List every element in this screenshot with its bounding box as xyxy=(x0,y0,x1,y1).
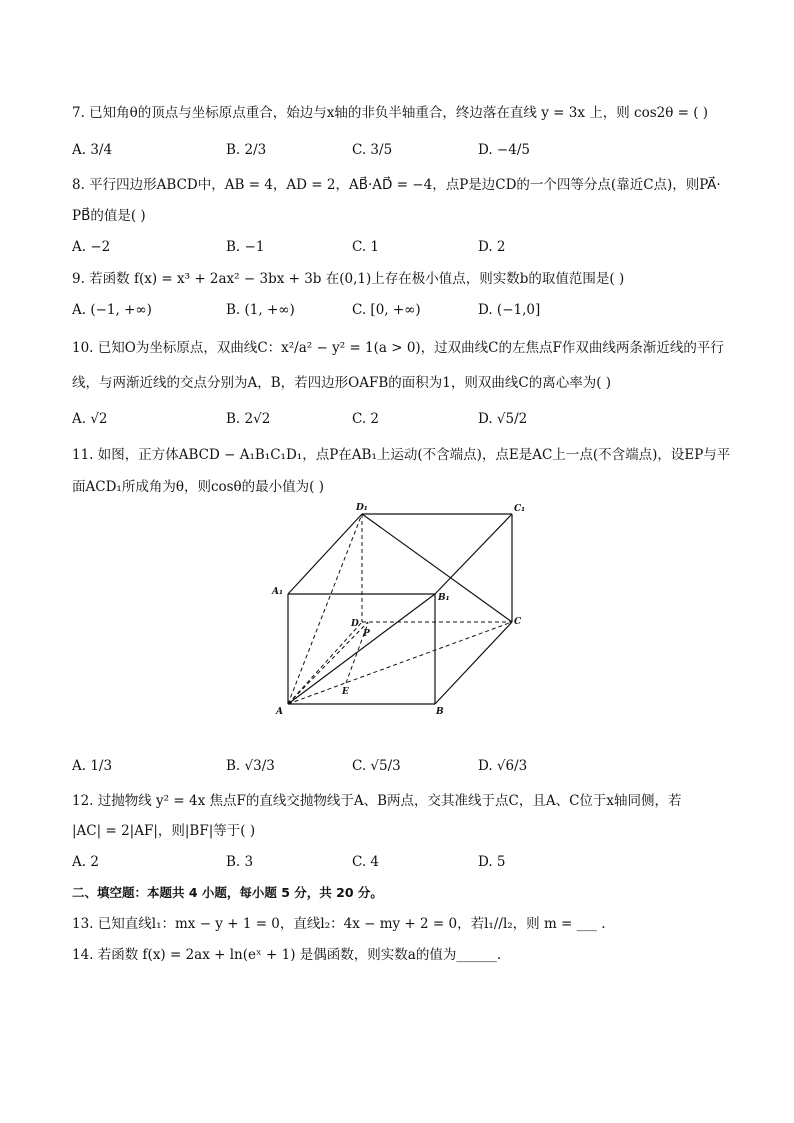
label-c: C xyxy=(514,617,522,627)
q7-option-d: D. −4/5 xyxy=(478,142,530,158)
segment-ac-hidden xyxy=(288,622,512,704)
segment-ad1-hidden xyxy=(288,514,362,704)
q7-option-a: A. 3/4 xyxy=(72,142,113,158)
question-10-stem-line1: 10. 已知O为坐标原点，双曲线C：x²/a² − y² = 1(a > 0)，过双曲线C的左焦点F作双曲线两条渐近线的平行 xyxy=(72,340,724,356)
question-11-stem-line1: 11. 如图，正方体ABCD − A₁B₁C₁D₁，点P在AB₁上运动(不含端点)，点E是AC上一点(不含端点)，设EP与平 xyxy=(72,447,731,463)
segment-ab1 xyxy=(288,594,435,704)
label-a: A xyxy=(276,707,283,717)
label-c1: C₁ xyxy=(514,504,526,514)
edge-bc xyxy=(435,622,512,704)
question-7-stem: 7. 已知角θ的顶点与坐标原点重合，始边与x轴的非负半轴重合，终边落在直线 y = 3x 上，则 cos2θ = ( ) xyxy=(72,105,709,121)
segment-ap-hidden xyxy=(288,622,368,704)
label-b: B xyxy=(436,707,444,717)
question-12-stem-line1: 12. 过抛物线 y² = 4x 焦点F的直线交抛物线于A、B两点，交其准线于点C，且A、C位于x轴同侧，若 xyxy=(72,793,682,809)
question-9-stem: 9. 若函数 f(x) = x³ + 2ax² − 3bx + 3b 在(0,1)上存在极小值点，则实数b的取值范围是( ) xyxy=(72,271,625,287)
q11-option-c: C. √5/3 xyxy=(352,758,401,774)
edge-b1c1 xyxy=(435,514,512,594)
q11-option-b: B. √3/3 xyxy=(226,758,275,774)
q7-option-b: B. 2/3 xyxy=(226,142,267,158)
q10-option-a: A. √2 xyxy=(72,411,108,427)
q8-option-c: C. 1 xyxy=(352,239,380,255)
q9-option-b: B. (1, +∞) xyxy=(226,302,295,318)
q8-option-d: D. 2 xyxy=(478,239,506,255)
q9-option-d: D. (−1,0] xyxy=(478,302,541,318)
q11-option-d: D. √6/3 xyxy=(478,758,528,774)
segment-d1c xyxy=(362,514,512,622)
question-12-stem-line2: |AC| = 2|AF|，则|BF|等于( ) xyxy=(72,823,256,839)
cube-figure xyxy=(250,496,550,726)
q9-option-a: A. (−1, +∞) xyxy=(72,302,152,318)
question-14-stem: 14. 若函数 f(x) = 2ax + ln(eˣ + 1) 是偶函数，则实数a的值为______. xyxy=(72,947,502,963)
label-a1: A₁ xyxy=(272,587,283,597)
question-10-stem-line2: 线，与两渐近线的交点分别为A，B，若四边形OAFB的面积为1，则双曲线C的离心率为( ) xyxy=(72,375,612,391)
q12-option-a: A. 2 xyxy=(72,854,99,870)
label-e: E xyxy=(342,687,349,697)
question-8-stem-line1: 8. 平行四边形ABCD中，AB = 4，AD = 2，AB⃗·AD⃗ = −4，点P是边CD的一个四等分点(靠近C点)，则PA⃗· xyxy=(72,177,721,193)
edge-ad-hidden xyxy=(288,622,362,704)
label-b1: B₁ xyxy=(438,593,450,603)
q7-option-c: C. 3/5 xyxy=(352,142,393,158)
q12-option-c: C. 4 xyxy=(352,854,380,870)
label-p: P xyxy=(363,629,370,639)
section-2-heading: 二、填空题：本题共 4 小题，每小题 5 分，共 20 分。 xyxy=(72,885,383,900)
q8-option-a: A. −2 xyxy=(72,239,111,255)
q11-option-a: A. 1/3 xyxy=(72,758,113,774)
edge-a1d1 xyxy=(288,514,362,594)
question-11-stem-line2: 面ACD₁所成角为θ，则cosθ的最小值为( ) xyxy=(72,479,325,495)
question-8-stem-line2: PB⃗的值是( ) xyxy=(72,208,146,224)
q12-option-d: D. 5 xyxy=(478,854,506,870)
q12-option-b: B. 3 xyxy=(226,854,254,870)
q10-option-c: C. 2 xyxy=(352,411,380,427)
q10-option-d: D. √5/2 xyxy=(478,411,528,427)
q9-option-c: C. [0, +∞) xyxy=(352,302,421,318)
label-d1: D₁ xyxy=(356,503,368,513)
q10-option-b: B. 2√2 xyxy=(226,411,271,427)
label-d: D xyxy=(351,619,359,629)
q8-option-b: B. −1 xyxy=(226,239,265,255)
question-13-stem: 13. 已知直线l₁：mx − y + 1 = 0，直线l₂：4x − my + 2 = 0，若l₁//l₂，则 m = ___ . xyxy=(72,916,606,932)
